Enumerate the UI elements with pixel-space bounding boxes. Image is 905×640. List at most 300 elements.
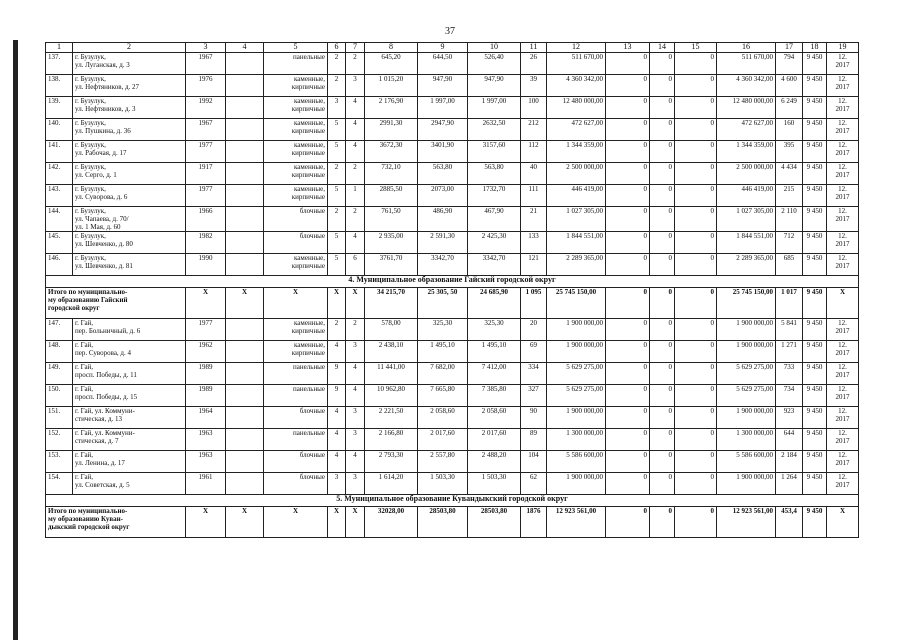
entrances-cell: 2 (346, 207, 365, 232)
area-residential-cell: 563,80 (468, 163, 521, 185)
floors-cell: 2 (328, 207, 346, 232)
area-total-cell: 3672,30 (365, 141, 418, 163)
value-cell: 0 (606, 53, 650, 75)
deadline-cell (827, 141, 859, 163)
residents-cell: 212 (521, 119, 547, 141)
residents-cell: 69 (521, 341, 547, 363)
area-residential-cell: 1 495,10 (468, 341, 521, 363)
cost-total-cell: 1 027 305,00 (717, 207, 776, 232)
value-cell: 0 (606, 451, 650, 473)
floors-cell: 5 (328, 119, 346, 141)
address-cell (73, 185, 186, 207)
total-value-cell: 12 923 561,00 (547, 507, 606, 538)
cost-total-cell: 1 900 000,00 (717, 319, 776, 341)
total-value-cell: X (226, 507, 264, 538)
table-row (46, 341, 859, 363)
value-cell: 0 (650, 141, 675, 163)
entrances-cell: 2 (346, 53, 365, 75)
area-total-cell: 2 793,30 (365, 451, 418, 473)
area-residential-cell: 2632,50 (468, 119, 521, 141)
area-total-cell: 578,00 (365, 319, 418, 341)
area-living-cell: 2 017,60 (418, 429, 468, 451)
value-cell: 0 (675, 473, 717, 495)
address-line: г. Гай, ул. Коммуни- (75, 429, 135, 437)
cost-cell: 5 629 275,00 (547, 385, 606, 407)
value-cell: 0 (606, 385, 650, 407)
value-cell: 0 (650, 473, 675, 495)
area-living-cell: 486,90 (418, 207, 468, 232)
area-total-cell: 2 176,90 (365, 97, 418, 119)
address-line: г. Гай, ул. Коммуни- (75, 407, 135, 415)
value-cell: 0 (606, 185, 650, 207)
unit-cost-cell: 644 (776, 429, 803, 451)
value-cell: 0 (675, 75, 717, 97)
floors-cell: 5 (328, 185, 346, 207)
blank-cell (226, 385, 264, 407)
blank-cell (226, 97, 264, 119)
wall-material-cell (264, 385, 328, 407)
value-cell: 0 (606, 207, 650, 232)
deadline-line: 2017 (835, 437, 850, 445)
section-header-row (46, 276, 859, 288)
table-row (46, 407, 859, 429)
wall-material-line: кирпичные (291, 262, 325, 270)
area-residential-cell: 467,90 (468, 207, 521, 232)
wall-material-line: каменные, (294, 341, 325, 349)
wall-material-line: кирпичные (291, 105, 325, 113)
deadline-cell (827, 75, 859, 97)
table-row (46, 53, 859, 75)
total-value-cell: X (346, 288, 365, 319)
wall-material-line: кирпичные (291, 327, 325, 335)
entrances-cell: 2 (346, 163, 365, 185)
address-cell (73, 473, 186, 495)
row-number: 143. (46, 185, 73, 207)
area-residential-cell: 2 425,30 (468, 232, 521, 254)
total-value-cell: 0 (650, 507, 675, 538)
cost-total-cell: 1 844 551,00 (717, 232, 776, 254)
value-cell: 0 (606, 163, 650, 185)
deadline-line: 2017 (835, 262, 850, 270)
year-cell: 1962 (186, 341, 226, 363)
area-living-cell: 1 503,30 (418, 473, 468, 495)
row-number: 153. (46, 451, 73, 473)
address-cell (73, 163, 186, 185)
wall-material-cell (264, 185, 328, 207)
cost-cell: 472 627,00 (547, 119, 606, 141)
deadline-line: 12. (838, 163, 847, 171)
year-cell: 1990 (186, 254, 226, 276)
address-line: г. Бузулук, (75, 207, 106, 215)
floors-cell: 2 (328, 53, 346, 75)
area-living-cell: 7 682,00 (418, 363, 468, 385)
value-cell: 0 (675, 429, 717, 451)
deadline-line: 12. (838, 385, 847, 393)
address-cell (73, 363, 186, 385)
floors-cell: 4 (328, 341, 346, 363)
table-row (46, 385, 859, 407)
wall-material-cell (264, 163, 328, 185)
deadline-cell (827, 207, 859, 232)
deadline-line: 2017 (835, 105, 850, 113)
area-living-cell: 1 495,10 (418, 341, 468, 363)
address-cell (73, 141, 186, 163)
unit-cost-cell: 712 (776, 232, 803, 254)
unit-cost-cell: 5 841 (776, 319, 803, 341)
total-value-cell: X (328, 288, 346, 319)
residents-cell: 112 (521, 141, 547, 163)
year-cell: 1963 (186, 429, 226, 451)
total-value-cell: 25 305, 50 (418, 288, 468, 319)
deadline-line: 12. (838, 473, 847, 481)
value-cell: 0 (675, 207, 717, 232)
deadline-cell (827, 97, 859, 119)
area-residential-cell: 325,30 (468, 319, 521, 341)
residents-cell: 89 (521, 429, 547, 451)
wall-material-cell (264, 254, 328, 276)
limit-cost-cell: 9 450 (803, 363, 827, 385)
area-living-cell: 2947,90 (418, 119, 468, 141)
address-line: ул. 1 Мая, д. 60 (75, 223, 121, 231)
wall-material-line: панельные (293, 53, 325, 61)
wall-material-line: каменные, (294, 119, 325, 127)
year-cell: 1963 (186, 451, 226, 473)
row-number: 152. (46, 429, 73, 451)
column-number-row (46, 43, 859, 53)
housing-register-table (45, 42, 859, 538)
deadline-cell (827, 341, 859, 363)
value-cell: 0 (606, 75, 650, 97)
value-cell: 0 (606, 254, 650, 276)
limit-cost-cell: 9 450 (803, 407, 827, 429)
deadline-line: 2017 (835, 349, 850, 357)
total-value-cell: 28503,80 (468, 507, 521, 538)
address-cell (73, 232, 186, 254)
blank-cell (226, 141, 264, 163)
year-cell: 1966 (186, 207, 226, 232)
year-cell: 1982 (186, 232, 226, 254)
table-row (46, 185, 859, 207)
year-cell: 1977 (186, 319, 226, 341)
entrances-cell: 2 (346, 319, 365, 341)
blank-cell (226, 451, 264, 473)
value-cell: 0 (650, 232, 675, 254)
deadline-line: 2017 (835, 83, 850, 91)
wall-material-line: блочные (299, 207, 325, 215)
entrances-cell: 4 (346, 141, 365, 163)
area-living-cell: 2 591,30 (418, 232, 468, 254)
address-cell (73, 97, 186, 119)
limit-cost-cell: 9 450 (803, 97, 827, 119)
total-value-cell: 34 215,70 (365, 288, 418, 319)
row-number: 150. (46, 385, 73, 407)
area-total-cell: 2 935,00 (365, 232, 418, 254)
cost-total-cell: 446 419,00 (717, 185, 776, 207)
cost-total-cell: 1 900 000,00 (717, 341, 776, 363)
cost-cell: 1 300 000,00 (547, 429, 606, 451)
table-row (46, 319, 859, 341)
row-number: 154. (46, 473, 73, 495)
table-row (46, 429, 859, 451)
floors-cell: 3 (328, 473, 346, 495)
area-residential-cell: 3157,60 (468, 141, 521, 163)
section-header-row (46, 495, 859, 507)
value-cell: 0 (650, 451, 675, 473)
value-cell: 0 (606, 341, 650, 363)
cost-total-cell: 472 627,00 (717, 119, 776, 141)
value-cell: 0 (650, 385, 675, 407)
residents-cell: 40 (521, 163, 547, 185)
floors-cell: 5 (328, 232, 346, 254)
wall-material-line: кирпичные (291, 193, 325, 201)
address-line: ул. Нефтяников, д. 27 (75, 83, 140, 91)
total-value-cell: 0 (606, 507, 650, 538)
wall-material-cell (264, 53, 328, 75)
address-line: г. Гай, (75, 451, 94, 459)
limit-cost-cell: 9 450 (803, 254, 827, 276)
limit-cost-cell: 9 450 (803, 119, 827, 141)
value-cell: 0 (650, 75, 675, 97)
row-number: 148. (46, 341, 73, 363)
limit-cost-cell: 9 450 (803, 451, 827, 473)
address-cell (73, 254, 186, 276)
year-cell: 1992 (186, 97, 226, 119)
deadline-line: 2017 (835, 327, 850, 335)
column-number-cell: 2 (73, 43, 186, 53)
deadline-line: 2017 (835, 127, 850, 135)
entrances-cell: 4 (346, 385, 365, 407)
unit-cost-cell: 923 (776, 407, 803, 429)
total-label-line: городской округ (48, 304, 100, 312)
table-row (46, 254, 859, 276)
address-cell (73, 319, 186, 341)
value-cell: 0 (650, 429, 675, 451)
residents-cell: 39 (521, 75, 547, 97)
column-number-cell: 14 (650, 43, 675, 53)
column-number-cell: 8 (365, 43, 418, 53)
wall-material-cell (264, 207, 328, 232)
deadline-cell (827, 429, 859, 451)
deadline-cell (827, 232, 859, 254)
column-number-cell: 6 (328, 43, 346, 53)
cost-cell: 2 289 365,00 (547, 254, 606, 276)
column-number-cell: 1 (46, 43, 73, 53)
value-cell: 0 (650, 185, 675, 207)
area-living-cell: 1 997,00 (418, 97, 468, 119)
value-cell: 0 (650, 163, 675, 185)
cost-cell: 1 900 000,00 (547, 341, 606, 363)
deadline-line: 12. (838, 75, 847, 83)
blank-cell (226, 363, 264, 385)
column-number-cell: 7 (346, 43, 365, 53)
value-cell: 0 (675, 163, 717, 185)
row-number: 141. (46, 141, 73, 163)
wall-material-line: блочные (299, 451, 325, 459)
area-residential-cell: 1 997,00 (468, 97, 521, 119)
deadline-line: 2017 (835, 459, 850, 467)
total-value-cell: 0 (675, 507, 717, 538)
address-line: ул. Шевченко, д. 80 (75, 240, 133, 248)
deadline-line: 2017 (835, 215, 850, 223)
address-line: ул. Советская, д. 5 (75, 481, 130, 489)
wall-material-cell (264, 319, 328, 341)
entrances-cell: 4 (346, 119, 365, 141)
deadline-cell (827, 254, 859, 276)
value-cell: 0 (650, 407, 675, 429)
column-number-cell: 4 (226, 43, 264, 53)
blank-cell (226, 254, 264, 276)
limit-cost-cell: 9 450 (803, 429, 827, 451)
entrances-cell: 1 (346, 185, 365, 207)
deadline-cell (827, 185, 859, 207)
wall-material-cell (264, 429, 328, 451)
address-cell (73, 75, 186, 97)
residents-cell: 111 (521, 185, 547, 207)
column-number-cell: 5 (264, 43, 328, 53)
deadline-cell (827, 407, 859, 429)
row-number: 147. (46, 319, 73, 341)
area-living-cell: 2 557,80 (418, 451, 468, 473)
blank-cell (226, 119, 264, 141)
address-line: ул. Ленина, д. 17 (75, 459, 125, 467)
limit-cost-cell: 9 450 (803, 473, 827, 495)
area-total-cell: 2 438,10 (365, 341, 418, 363)
total-value-cell: X (827, 288, 859, 319)
value-cell: 0 (650, 53, 675, 75)
total-value-cell: 453,4 (776, 507, 803, 538)
total-value-cell: 9 450 (803, 507, 827, 538)
wall-material-line: каменные, (294, 163, 325, 171)
entrances-cell: 3 (346, 75, 365, 97)
row-number: 140. (46, 119, 73, 141)
blank-cell (226, 53, 264, 75)
table-row (46, 473, 859, 495)
wall-material-cell (264, 407, 328, 429)
year-cell: 1964 (186, 407, 226, 429)
total-value-cell: X (827, 507, 859, 538)
row-number: 145. (46, 232, 73, 254)
entrances-cell: 4 (346, 451, 365, 473)
row-number: 142. (46, 163, 73, 185)
blank-cell (226, 75, 264, 97)
address-line: г. Гай, (75, 319, 94, 327)
address-line: г. Гай, (75, 473, 94, 481)
area-living-cell: 947,90 (418, 75, 468, 97)
address-cell (73, 429, 186, 451)
total-value-cell: 25 745 150,00 (547, 288, 606, 319)
cost-cell: 1 027 305,00 (547, 207, 606, 232)
area-residential-cell: 947,90 (468, 75, 521, 97)
wall-material-cell (264, 473, 328, 495)
value-cell: 0 (675, 319, 717, 341)
area-living-cell: 2073,00 (418, 185, 468, 207)
area-total-cell: 2991,30 (365, 119, 418, 141)
cost-total-cell: 5 629 275,00 (717, 385, 776, 407)
address-line: ул. Пушкина, д. 36 (75, 127, 131, 135)
residents-cell: 90 (521, 407, 547, 429)
cost-cell: 1 900 000,00 (547, 319, 606, 341)
total-value-cell: 12 923 561,00 (717, 507, 776, 538)
row-number: 137. (46, 53, 73, 75)
table-row (46, 207, 859, 232)
area-total-cell: 10 962,80 (365, 385, 418, 407)
cost-cell: 12 480 000,00 (547, 97, 606, 119)
value-cell: 0 (606, 473, 650, 495)
value-cell: 0 (675, 407, 717, 429)
total-value-cell: 0 (650, 288, 675, 319)
cost-cell: 4 360 342,00 (547, 75, 606, 97)
unit-cost-cell: 1 264 (776, 473, 803, 495)
unit-cost-cell: 4 434 (776, 163, 803, 185)
address-cell (73, 119, 186, 141)
section-title: 5. Муниципальное образование Кувандыкский городской округ (46, 495, 859, 507)
wall-material-cell (264, 363, 328, 385)
floors-cell: 2 (328, 163, 346, 185)
address-line: стическая, д. 7 (75, 437, 119, 445)
floors-cell: 4 (328, 429, 346, 451)
cost-cell: 446 419,00 (547, 185, 606, 207)
area-total-cell: 645,20 (365, 53, 418, 75)
wall-material-cell (264, 451, 328, 473)
total-label-line: дыкский городской округ (48, 523, 130, 531)
column-number-cell: 16 (717, 43, 776, 53)
value-cell: 0 (650, 341, 675, 363)
deadline-line: 12. (838, 141, 847, 149)
cost-total-cell: 511 670,00 (717, 53, 776, 75)
address-line: г. Гай, (75, 385, 94, 393)
year-cell: 1967 (186, 119, 226, 141)
residents-cell: 100 (521, 97, 547, 119)
cost-cell: 5 629 275,00 (547, 363, 606, 385)
value-cell: 0 (675, 385, 717, 407)
deadline-line: 12. (838, 207, 847, 215)
year-cell: 1977 (186, 185, 226, 207)
value-cell: 0 (650, 119, 675, 141)
column-number-cell: 19 (827, 43, 859, 53)
table-row (46, 451, 859, 473)
address-line: г. Бузулук, (75, 53, 106, 61)
blank-cell (226, 341, 264, 363)
area-residential-cell: 2 017,60 (468, 429, 521, 451)
entrances-cell: 3 (346, 429, 365, 451)
column-number-cell: 13 (606, 43, 650, 53)
blank-cell (226, 429, 264, 451)
address-line: ул. Нефтяников, д. 3 (75, 105, 136, 113)
residents-cell: 327 (521, 385, 547, 407)
table-row (46, 75, 859, 97)
address-line: г. Гай, (75, 363, 94, 371)
deadline-line: 12. (838, 363, 847, 371)
address-line: ул. Серго, д. 1 (75, 171, 117, 179)
value-cell: 0 (606, 407, 650, 429)
floors-cell: 5 (328, 254, 346, 276)
deadline-cell (827, 363, 859, 385)
area-living-cell: 3401,90 (418, 141, 468, 163)
floors-cell: 9 (328, 385, 346, 407)
row-number: 144. (46, 207, 73, 232)
value-cell: 0 (675, 97, 717, 119)
unit-cost-cell: 215 (776, 185, 803, 207)
deadline-line: 2017 (835, 240, 850, 248)
address-cell (73, 341, 186, 363)
cost-cell: 511 670,00 (547, 53, 606, 75)
cost-total-cell: 5 586 600,00 (717, 451, 776, 473)
total-label-line: му образованию Гайский (48, 296, 128, 304)
wall-material-cell (264, 141, 328, 163)
year-cell: 1989 (186, 363, 226, 385)
value-cell: 0 (675, 254, 717, 276)
entrances-cell: 4 (346, 232, 365, 254)
